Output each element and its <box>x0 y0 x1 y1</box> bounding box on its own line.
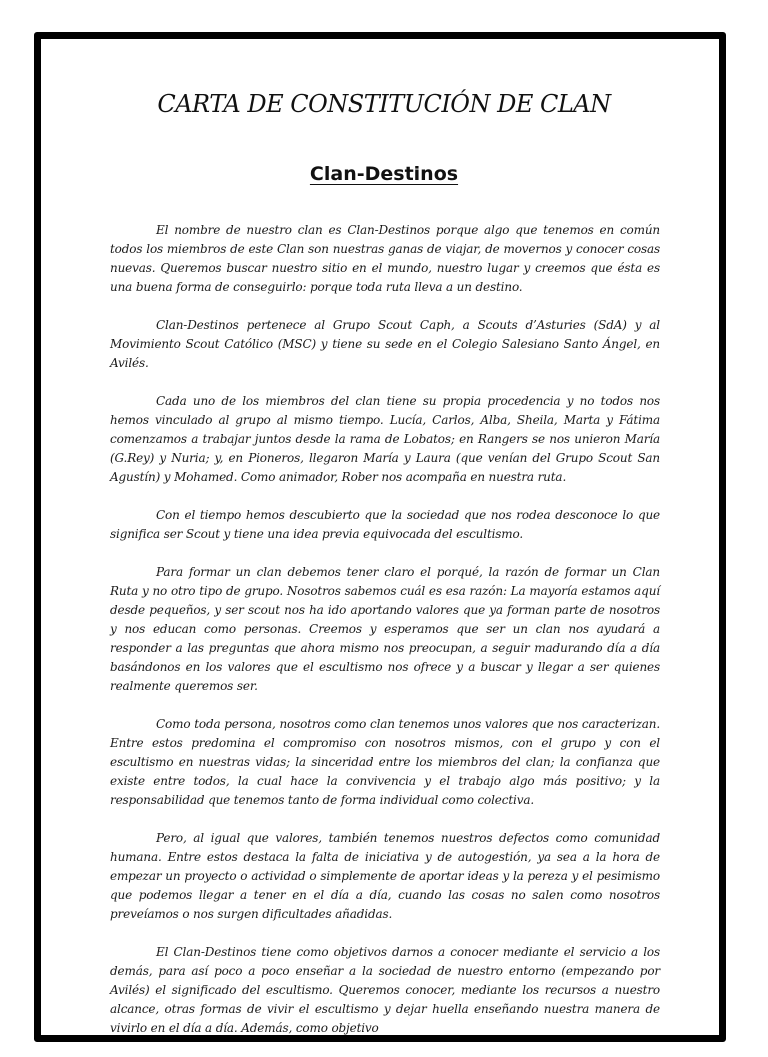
paragraph: El nombre de nuestro clan es Clan-Destinos porque algo que tenemos en común todos los miembros de este Clan son nuestras ganas de viajar, de movernos y conocer cosas nuevas. Queremos buscar nuestro sitio en el mundo, nuestro lugar y creemos que ésta es una buena forma de conseguirlo: porque toda ruta lleva a un destino. <box>110 223 660 294</box>
document-title: CARTA DE CONSTITUCIÓN DE CLAN <box>157 90 611 118</box>
paragraph: Pero, al igual que valores, también tenemos nuestros defectos como comunidad humana. Entre estos destaca la falta de iniciativa y de autogestión, ya sea a la hora de empezar un proyecto o actividad o simplemente de aportar ideas y la pereza y el pesimismo que podemos llegar a tener en el día a día, cuando las cosas no salen como nosotros preveíamos o nos surgen dificultades añadidas. <box>110 831 660 921</box>
paragraph: Para formar un clan debemos tener claro el porqué, la razón de formar un Clan Ruta y no otro tipo de grupo. Nosotros sabemos cuál es esa razón: La mayoría estamos aquí desde pequeños, y ser scout nos ha ido aportando valores que ya forman parte de nosotros y nos educan como personas. Creemos y esperamos que ser un clan nos ayudará a responder a las preguntas que ahora mismo nos preocupan, a seguir madurando día a día basándonos en los valores que el escultismo nos ofrece y a buscar y llegar a ser quienes realmente queremos ser. <box>110 565 660 693</box>
document-subtitle: Clan-Destinos <box>309 163 459 185</box>
document-subtitle-wrapper <box>0 163 768 185</box>
paragraph: Con el tiempo hemos descubierto que la sociedad que nos rodea desconoce lo que significa ser Scout y tiene una idea previa equivocada del escultismo. <box>110 508 660 541</box>
paragraph: Clan-Destinos pertenece al Grupo Scout Caph, a Scouts d’Asturies (SdA) y al Movimiento Scout Católico (MSC) y tiene su sede en el Colegio Salesiano Santo Ángel, en Avilés. <box>110 318 660 370</box>
paragraph: Cada uno de los miembros del clan tiene su propia procedencia y no todos nos hemos vinculado al grupo al mismo tiempo. Lucía, Carlos, Alba, Sheila, Marta y Fátima comenzamos a trabajar juntos desde la rama de Lobatos; en Rangers se nos unieron María (G.Rey) y Nuria; y, en Pioneros, llegaron María y Laura (que venían del Grupo Scout San Agustín) y Mohamed. Como animador, Rober nos acompaña en nuestra ruta. <box>110 394 660 484</box>
document-body <box>110 221 660 1057</box>
paragraph: El Clan-Destinos tiene como objetivos darnos a conocer mediante el servicio a los demás, para así poco a poco enseñar a la sociedad de nuestro entorno (empezando por Avilés) el significado del escultismo. Queremos conocer, mediante los recursos a nuestro alcance, otras formas de vivir el escultismo y dejar huella enseñando nuestra manera de vivirlo en el día a día. Además, como objetivo <box>110 945 660 1035</box>
paragraph: Como toda persona, nosotros como clan tenemos unos valores que nos caracterizan. Entre estos predomina el compromiso con nosotros mismos, con el grupo y con el escultismo en nuestras vidas; la sinceridad entre los miembros del clan; la confianza que existe entre todos, la cual hace la convivencia y el trabajo algo más positivo; y la responsabilidad que tenemos tanto de forma individual como colectiva. <box>110 717 660 807</box>
